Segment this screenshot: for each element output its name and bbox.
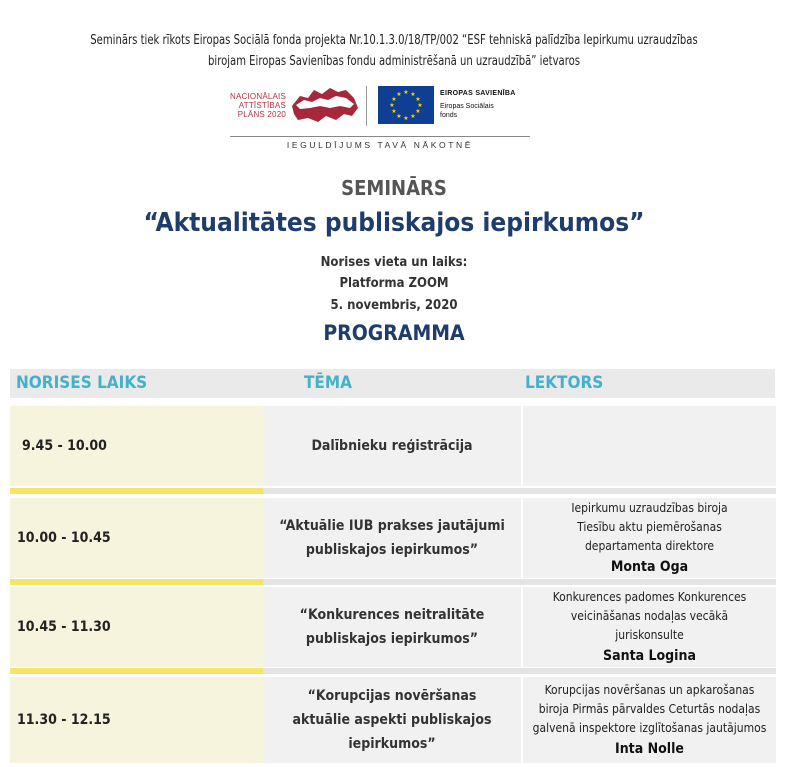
svg-text:★: ★ <box>391 108 397 115</box>
row-separator <box>263 488 776 494</box>
row-separator <box>263 579 776 585</box>
row-2-time <box>10 498 263 578</box>
lecturer-role-line: galvenā inspektore izglītošanas jautājumos <box>532 721 767 735</box>
program-table-header <box>10 369 775 398</box>
nap-line-2: ATTĪSTĪBAS <box>238 101 286 110</box>
row-1-topic <box>263 406 521 486</box>
eu-sub-line-1: Eiropas Sociālais <box>440 103 494 110</box>
svg-text:★: ★ <box>389 102 395 109</box>
topic-line: “Korupcijas novēršanas <box>307 688 477 704</box>
lecturer-name: Monta Oga <box>610 559 689 575</box>
lecturer-name: Inta Nolle <box>615 741 684 757</box>
venue-label: Norises vieta un laiks: <box>320 255 468 270</box>
nap-line-3: PLĀNS 2020 <box>237 110 286 119</box>
row-3-time <box>10 587 263 667</box>
eu-subtitle <box>440 102 494 120</box>
lecturer-name: Santa Logina <box>603 648 696 664</box>
topic-line: iepirkumos” <box>348 736 436 752</box>
svg-text:★: ★ <box>396 113 402 120</box>
svg-text:★: ★ <box>403 89 409 96</box>
funding-notice-line-1: Seminārs tiek rīkots Eiropas Sociālā fonda projekta Nr.10.1.3.0/18/TP/002 “ESF tehniskā palīdzība Iepirkumu uzraudzības <box>90 33 698 48</box>
topic-line: aktuālie aspekti publiskajos <box>292 712 492 728</box>
row-separator <box>263 668 776 674</box>
event-date: 5. novembris, 2020 <box>330 298 458 313</box>
lecturer-role-line: biroja Pirmās pārvaldes Ceturtās nodaļas <box>538 702 761 716</box>
lecturer-role-line: Konkurences padomes Konkurences <box>552 590 747 604</box>
lecturer-role-line: veicināšanas nodaļas vecākā <box>570 609 729 623</box>
lecturer-role-line: Iepirkumu uzraudzības biroja <box>571 501 728 515</box>
column-header-lecturer: LEKTORS <box>525 373 604 393</box>
eu-sub-line-2: fonds <box>440 112 458 119</box>
time-text: 10.45 - 11.30 <box>17 619 111 635</box>
column-header-time: NORISES LAIKS <box>16 373 148 393</box>
venue: Platforma ZOOM <box>339 276 449 291</box>
row-4-topic <box>263 677 521 763</box>
row-4-time <box>10 677 263 763</box>
program-heading: PROGRAMMA <box>323 321 465 345</box>
logo-strip <box>228 84 532 154</box>
topic-line: “Konkurences neitralitāte <box>299 607 485 623</box>
row-separator-accent <box>10 579 263 585</box>
svg-text:★: ★ <box>415 96 421 103</box>
logo-slogan: IEGULDĪJUMS TAVĀ NĀKOTNĒ <box>286 140 474 150</box>
svg-text:★: ★ <box>396 91 402 98</box>
nap-line-1: NACIONĀLAIS <box>230 92 286 101</box>
topic-line: “Aktuālie IUB prakses jautājumi <box>279 518 505 534</box>
nap-logo-text <box>228 92 286 119</box>
logo-rule <box>230 136 530 137</box>
svg-text:★: ★ <box>417 102 423 109</box>
seminar-kicker: SEMINĀRS <box>341 176 447 200</box>
row-2-topic <box>263 498 521 578</box>
column-header-topic: TĒMA <box>304 373 352 393</box>
row-3-lecturer <box>523 587 776 667</box>
eu-title: EIROPAS SAVIENĪBA <box>440 90 516 97</box>
lecturer-role-line: Korupcijas novēršanas un apkarošanas <box>544 683 755 697</box>
time-text: 10.00 - 10.45 <box>17 530 111 546</box>
row-2-lecturer <box>523 498 776 578</box>
svg-text:★: ★ <box>410 91 416 98</box>
svg-text:★: ★ <box>410 113 416 120</box>
row-separator-accent <box>10 668 263 674</box>
funding-notice-line-2: birojam Eiropas Savienības fondu administrēšanā un uzraudzībā” ietvaros <box>208 54 580 69</box>
row-3-topic <box>263 587 521 667</box>
row-1-lecturer <box>523 406 776 486</box>
logo-divider <box>366 86 367 126</box>
topic-line: publiskajos iepirkumos” <box>305 631 479 647</box>
svg-text:★: ★ <box>403 115 409 122</box>
topic-line: publiskajos iepirkumos” <box>305 542 479 558</box>
seminar-title: “Aktualitātes publiskajos iepirkumos” <box>143 208 645 238</box>
svg-text:★: ★ <box>415 108 421 115</box>
svg-text:★: ★ <box>391 96 397 103</box>
topic-line: Dalībnieku reģistrācija <box>311 438 473 454</box>
funding-notice <box>90 30 699 72</box>
time-text: 11.30 - 12.15 <box>17 712 111 728</box>
row-1-time <box>10 406 263 486</box>
lecturer-role-line: Tiesību aktu piemērošanas <box>577 520 722 534</box>
lecturer-role-line: departamenta direktore <box>584 539 715 553</box>
row-4-lecturer <box>523 677 776 763</box>
time-text: 9.45 - 10.00 <box>22 438 107 454</box>
eu-flag-icon <box>378 86 434 124</box>
latvia-map-logo-icon <box>290 86 360 124</box>
row-separator-accent <box>10 488 263 494</box>
lecturer-role-line: juriskonsulte <box>615 628 684 642</box>
